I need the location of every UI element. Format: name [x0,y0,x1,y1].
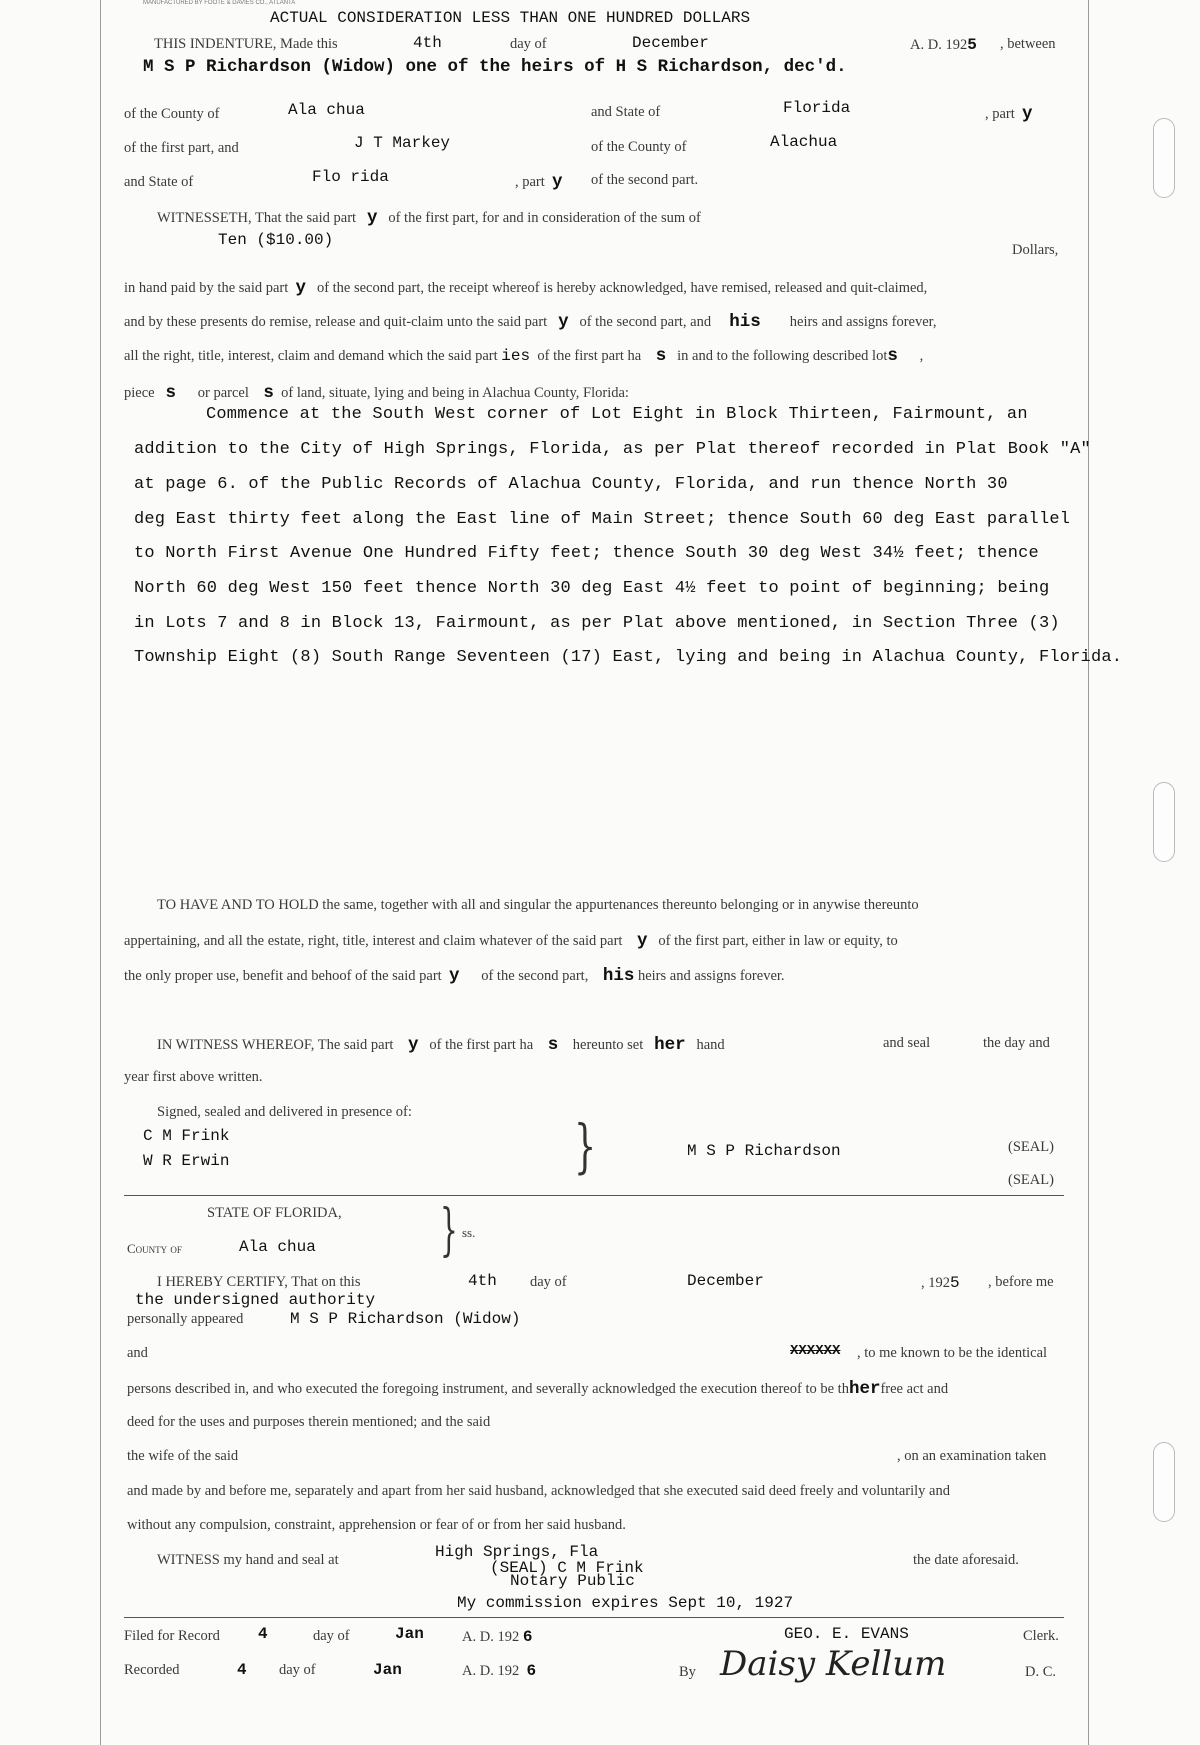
filed-day: 4 [258,1625,268,1643]
binder-hole-bottom [1153,1442,1175,1522]
description-line-2: addition to the City of High Springs, Florida, as per Plat thereof recorded in Plat Book "A" [134,440,1091,459]
witness-clause-seal: and seal [883,1035,931,1051]
witnesseth-line-1: WITNESSETH, That the said part y of the first part, for and in consideration of the sum of [157,208,701,228]
habendum-line-2: appertaining, and all the estate, right, title, interest and claim whatever of the said part y of the first part, either in law or equity, to [124,931,898,951]
left-margin-line [100,0,101,1745]
ack-struck: XXXXXX [790,1343,841,1359]
witnesseth-line-5: all the right, title, interest, claim and demand which the said part ies of the first part ha s in and to the following described lots , [124,346,924,366]
grantor-county: Ala chua [288,101,365,119]
indenture-between: , between [1000,36,1056,52]
description-line-8: Township Eight (8) South Range Seventeen (17) East, lying and being in Alachua County, Florida. [134,648,1123,667]
part-label-2: , part y [515,172,563,192]
right-margin-line [1088,0,1089,1745]
ack-date-aforesaid: the date aforesaid. [913,1552,1019,1568]
ack-without-line: without any compulsion, constraint, apprehension or fear of or from her said husband. [127,1517,626,1533]
second-part-label: of the second part. [591,172,699,188]
record-divider [124,1617,1064,1618]
habendum-line-3: the only proper use, benefit and behoof of the said part y of the second part, his heirs and assigns forever. [124,966,785,986]
ack-deed-line: deed for the uses and purposes therein mentioned; and the said [127,1414,491,1430]
ack-state: STATE OF FLORIDA, [207,1205,342,1221]
indenture-day: 4th [413,34,442,52]
description-line-6: North 60 deg West 150 feet thence North 30 deg East 4½ feet to point of beginning; being [134,579,1050,598]
witness-clause-year: year first above written. [124,1069,263,1085]
indenture-day-of: day of [510,36,547,52]
witnesseth-line-3: in hand paid by the said part y of the second part, the receipt whereof is hereby acknowledged, have remised, released and quit-claimed, [124,278,928,298]
witness-2-name: W R Erwin [143,1152,230,1170]
of-county-label: of the County of [124,106,220,122]
ack-ss: ss. [462,1225,476,1240]
ack-month: December [687,1272,764,1290]
ack-authority: the undersigned authority [135,1291,376,1309]
and-state-label-2: and State of [124,174,194,190]
ack-made-line: and made by and before me, separately and apart from her said husband, acknowledged that she executed said deed freely and voluntarily and [127,1483,950,1499]
ack-known: , to me known to be the identical [857,1345,1048,1361]
grantee-state: Flo rida [312,168,389,186]
ack-before-me: , before me [988,1274,1054,1290]
habendum-line-1: TO HAVE AND TO HOLD the same, together with all and singular the appurtenances thereunto belonging or in anywise thereunto [157,897,919,913]
description-line-5: to North First Avenue One Hundred Fifty feet; thence South 30 deg West 34½ feet; thence [134,544,1039,563]
recorded-ad: A. D. 192 6 [462,1662,537,1680]
witnesseth-line-4: and by these presents do remise, release and quit-claim unto the said part y of the second part, and his heirs and assigns forever, [124,312,937,332]
dollars-label: Dollars, [1012,242,1059,258]
filed-ad: A. D. 192 6 [462,1628,533,1646]
description-line-7: in Lots 7 and 8 in Block 13, Fairmount, as per Plat above mentioned, in Section Three (3) [134,614,1060,633]
description-line-3: at page 6. of the Public Records of Alachua County, Florida, and run thence North 30 [134,475,1008,494]
grantor-signature: M S P Richardson [687,1142,841,1160]
grantor-line: M S P Richardson (Widow) one of the heirs of H S Richardson, dec'd. [143,57,847,77]
witness-clause-line: IN WITNESS WHEREOF, The said part y of the first part ha s hereunto set her hand [157,1035,725,1055]
and-state-label: and State of [591,104,661,120]
ack-year: , 1925 [921,1274,960,1292]
ack-and: and [127,1345,148,1361]
ack-exam-line: , on an examination taken [897,1448,1047,1464]
notary-title: Notary Public [510,1572,635,1590]
of-county-label-2: of the County of [591,139,687,155]
ack-day-of: day of [530,1274,567,1290]
section-divider [124,1195,1064,1196]
description-line-4: deg East thirty feet along the East line of Main Street; thence South 60 deg East parallel [134,510,1071,529]
ss-brace: } [440,1198,458,1263]
filed-day-of: day of [313,1628,350,1644]
grantee-county: Alachua [770,133,838,151]
ack-certify: I HEREBY CERTIFY, That on this [157,1274,361,1290]
notary-seal-name: (SEAL) C M Frink [490,1559,644,1577]
consideration-note: ACTUAL CONSIDERATION LESS THAN ONE HUNDRED DOLLARS [270,9,751,27]
description-line-1: Commence at the South West corner of Lot Eight in Block Thirteen, Fairmount, an [206,405,1028,424]
grantor-state: Florida [783,99,851,117]
dc-label: D. C. [1025,1664,1057,1680]
part-label-1: , part y [985,104,1033,124]
ack-county: Ala chua [239,1238,316,1256]
recorded-day-of: day of [279,1662,316,1678]
ack-day: 4th [468,1272,497,1290]
consideration-sum: Ten ($10.00) [218,231,334,249]
recorded-label: Recorded [124,1662,180,1678]
recorded-month: Jan [373,1661,402,1679]
witness-1-name: C M Frink [143,1127,230,1145]
by-label: By [679,1664,696,1680]
filed-label: Filed for Record [124,1628,220,1644]
ack-persons-line: persons described in, and who executed the foregoing instrument, and severally acknowledged the execution thereof to be thherfree act and [127,1379,949,1399]
clerk-label: Clerk. [1023,1628,1059,1644]
ack-personally: personally appeared [127,1311,244,1327]
first-part-and: of the first part, and [124,140,239,156]
seal-2: (SEAL) [1008,1172,1054,1188]
ack-person: M S P Richardson (Widow) [290,1310,521,1328]
ack-witness-my: WITNESS my hand and seal at [157,1552,339,1568]
recorded-day: 4 [237,1661,247,1679]
ack-county-label: County of [127,1241,182,1256]
clerk-name: GEO. E. EVANS [784,1625,909,1643]
signed-sealed-label: Signed, sealed and delivered in presence of: [157,1104,412,1120]
notary-commission: My commission expires Sept 10, 1927 [457,1594,794,1612]
grantee-name: J T Markey [354,134,451,152]
ack-place: High Springs, Fla [435,1543,599,1561]
deputy-signature: Daisy Kellum [720,1644,947,1684]
seal-1: (SEAL) [1008,1139,1054,1155]
binder-hole-middle [1153,782,1175,862]
binder-hole-top [1153,118,1175,198]
indenture-intro: THIS INDENTURE, Made this [154,36,338,52]
indenture-month: December [632,34,709,52]
printer-imprint: MANUFACTURED BY FOOTE & DAVIES CO., ATLANTA [143,0,296,6]
filed-month: Jan [395,1625,424,1643]
ack-wife-line: the wife of the said [127,1448,239,1464]
witnesseth-line-6: piece s or parcel s of land, situate, lying and being in Alachua County, Florida: [124,383,629,403]
indenture-ad: A. D. 1925 [910,36,977,54]
witness-clause-day: the day and [983,1035,1050,1051]
signature-brace: } [574,1112,597,1180]
